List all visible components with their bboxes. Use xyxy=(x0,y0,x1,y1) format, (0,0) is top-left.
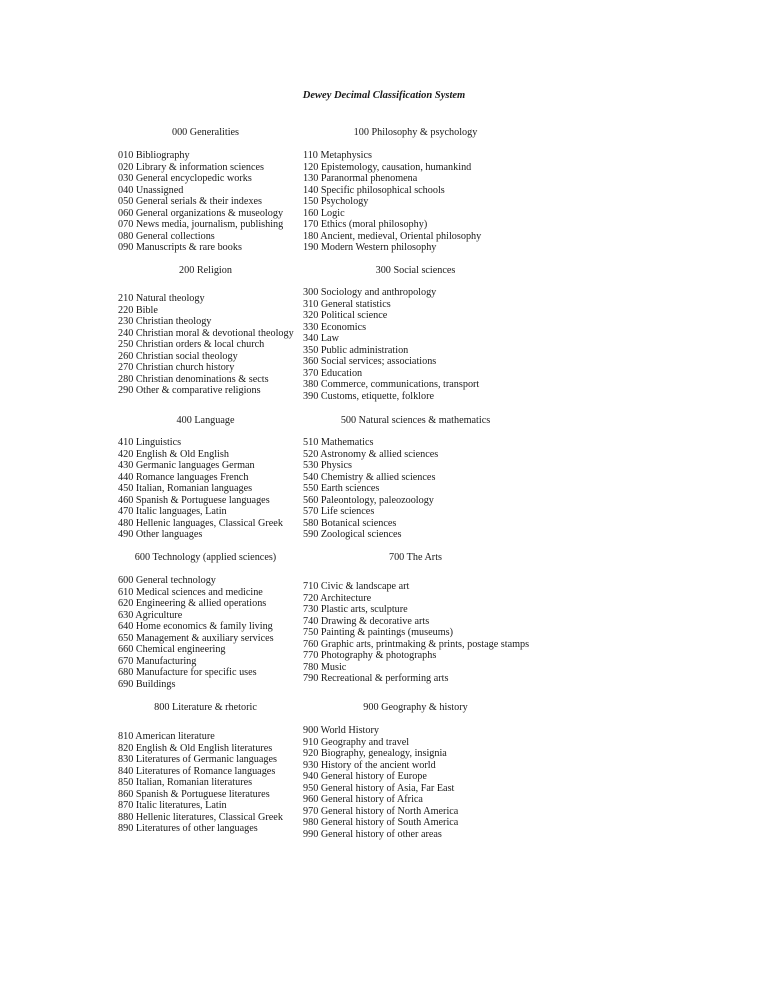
classification-entry: 480 Hellenic languages, Classical Greek xyxy=(118,517,283,529)
classification-entry: 120 Epistemology, causation, humankind xyxy=(303,161,472,173)
classification-entry: 850 Italian, Romanian literatures xyxy=(118,777,253,788)
classification-entry: 600 General technology xyxy=(118,575,216,586)
classification-entry: 290 Other & comparative religions xyxy=(118,385,261,396)
section-list-500 xyxy=(303,437,438,541)
classification-entry: 930 History of the ancient world xyxy=(303,759,436,771)
classification-entry: 820 English & Old English literatures xyxy=(118,742,273,754)
classification-entry: 350 Public administration xyxy=(303,344,409,356)
classification-entry: 560 Paleontology, paleozoology xyxy=(303,494,434,506)
classification-entry: 970 General history of North America xyxy=(303,805,459,817)
classification-entry: 250 Christian orders & local church xyxy=(118,339,265,350)
classification-entry: 720 Architecture xyxy=(303,592,372,604)
section-heading-700: 700 The Arts xyxy=(388,552,442,563)
classification-entry: 220 Bible xyxy=(118,304,158,316)
classification-entry: 760 Graphic arts, printmaking & prints, postage stamps xyxy=(303,638,530,650)
classification-entry: 550 Earth sciences xyxy=(303,483,380,494)
classification-entry: 900 World History xyxy=(303,725,379,736)
classification-entry: 410 Linguistics xyxy=(118,437,182,448)
classification-entry: 180 Ancient, medieval, Oriental philosophy xyxy=(303,230,482,242)
classification-entry: 380 Commerce, communications, transport xyxy=(303,379,480,390)
classification-entry: 420 English & Old English xyxy=(118,448,229,460)
classification-entry: 710 Civic & landscape art xyxy=(303,581,410,592)
classification-entry: 050 General serials & their indexes xyxy=(118,196,262,207)
classification-entry: 160 Logic xyxy=(303,207,345,219)
classification-entry: 440 Romance languages French xyxy=(118,471,249,483)
section-heading-200: 200 Religion xyxy=(179,265,232,276)
classification-entry: 270 Christian church history xyxy=(118,362,235,373)
classification-entry: 260 Christian social theology xyxy=(118,350,238,362)
classification-entry: 230 Christian theology xyxy=(118,316,212,327)
section-heading-800: 800 Literature & rhetoric xyxy=(154,702,257,713)
classification-entry: 630 Agriculture xyxy=(118,609,183,621)
classification-entry: 390 Customs, etiquette, folklore xyxy=(303,390,435,402)
classification-entry: 660 Chemical engineering xyxy=(118,644,226,655)
classification-entry: 030 General encyclopedic works xyxy=(118,173,252,184)
classification-entry: 300 Sociology and anthropology xyxy=(303,287,437,298)
classification-entry: 670 Manufacturing xyxy=(118,655,197,667)
classification-entry: 080 General collections xyxy=(118,230,215,242)
classification-entry: 530 Physics xyxy=(303,460,352,471)
classification-entry: 190 Modern Western philosophy xyxy=(303,242,437,253)
classification-entry: 740 Drawing & decorative arts xyxy=(303,615,430,627)
classification-entry: 570 Life sciences xyxy=(303,506,375,517)
classification-entry: 650 Management & auxiliary services xyxy=(118,632,274,644)
classification-entry: 610 Medical sciences and medicine xyxy=(118,586,263,598)
classification-entry: 950 General history of Asia, Far East xyxy=(303,782,455,794)
classification-entry: 090 Manuscripts & rare books xyxy=(118,242,242,253)
classification-entry: 170 Ethics (moral philosophy) xyxy=(303,219,428,230)
classification-entry: 590 Zoological sciences xyxy=(303,529,402,540)
classification-entry: 880 Hellenic literatures, Classical Greek xyxy=(118,811,283,823)
classification-entry: 730 Plastic arts, sculpture xyxy=(303,604,408,615)
classification-entry: 840 Literatures of Romance languages xyxy=(118,765,276,777)
classification-entry: 620 Engineering & allied operations xyxy=(118,598,267,609)
classification-entry: 450 Italian, Romanian languages xyxy=(118,483,253,494)
classification-entry: 790 Recreational & performing arts xyxy=(303,673,449,684)
classification-entry: 460 Spanish & Portuguese languages xyxy=(118,494,270,506)
classification-entry: 690 Buildings xyxy=(118,678,176,690)
classification-entry: 140 Specific philosophical schools xyxy=(303,184,445,196)
section-list-800 xyxy=(118,731,283,835)
section-list-400 xyxy=(118,437,283,541)
classification-entry: 310 General statistics xyxy=(303,298,391,310)
classification-entry: 490 Other languages xyxy=(118,529,203,540)
classification-entry: 430 Germanic languages German xyxy=(118,460,255,471)
classification-entry: 770 Photography & photographs xyxy=(303,650,437,661)
classification-entry: 580 Botanical sciences xyxy=(303,517,397,529)
classification-entry: 040 Unassigned xyxy=(118,184,184,196)
classification-entry: 940 General history of Europe xyxy=(303,771,427,782)
section-heading-900: 900 Geography & history xyxy=(363,702,468,713)
section-list-000 xyxy=(118,150,283,254)
classification-entry: 150 Psychology xyxy=(303,196,369,207)
classification-entry: 370 Education xyxy=(303,367,363,379)
section-heading-300: 300 Social sciences xyxy=(375,265,456,276)
classification-entry: 750 Painting & paintings (museums) xyxy=(303,627,453,638)
classification-entry: 890 Literatures of other languages xyxy=(118,823,258,834)
section-heading-600: 600 Technology (applied sciences) xyxy=(134,552,277,563)
classification-entry: 980 General history of South America xyxy=(303,817,459,828)
classification-entry: 130 Paranormal phenomena xyxy=(303,173,418,184)
classification-entry: 680 Manufacture for specific uses xyxy=(118,667,257,678)
section-list-900 xyxy=(303,725,458,840)
classification-entry: 240 Christian moral & devotional theology xyxy=(118,327,294,339)
classification-entry: 470 Italic languages, Latin xyxy=(118,506,227,517)
classification-entry: 870 Italic literatures, Latin xyxy=(118,800,227,811)
classification-entry: 830 Literatures of Germanic languages xyxy=(118,754,277,765)
section-list-300 xyxy=(303,287,479,402)
document-title: Dewey Decimal Classification System xyxy=(302,90,466,101)
classification-entry: 920 Biography, genealogy, insignia xyxy=(303,748,447,759)
classification-entry: 540 Chemistry & allied sciences xyxy=(303,471,436,483)
classification-entry: 110 Metaphysics xyxy=(303,150,372,161)
classification-entry: 060 General organizations & museology xyxy=(118,207,284,219)
classification-entry: 210 Natural theology xyxy=(118,293,205,304)
classification-entry: 340 Law xyxy=(303,333,339,344)
classification-entry: 070 News media, journalism, publishing xyxy=(118,219,284,230)
section-list-600 xyxy=(118,575,274,690)
section-list-200 xyxy=(118,293,294,397)
classification-entry: 960 General history of Africa xyxy=(303,794,423,805)
classification-entry: 360 Social services; associations xyxy=(303,356,437,367)
section-heading-500: 500 Natural sciences & mathematics xyxy=(340,415,491,426)
classification-entry: 020 Library & information sciences xyxy=(118,161,264,173)
section-heading-000: 000 Generalities xyxy=(171,127,240,138)
classification-entry: 280 Christian denominations & sects xyxy=(118,373,269,385)
section-list-100 xyxy=(303,150,481,254)
classification-entry: 910 Geography and travel xyxy=(303,736,410,748)
classification-entry: 640 Home economics & family living xyxy=(118,621,273,632)
section-list-700 xyxy=(303,581,529,685)
section-heading-100: 100 Philosophy & psychology xyxy=(353,127,478,138)
classification-entry: 520 Astronomy & allied sciences xyxy=(303,448,439,460)
classification-entry: 320 Political science xyxy=(303,310,388,321)
classification-entry: 010 Bibliography xyxy=(118,150,190,161)
classification-entry: 860 Spanish & Portuguese literatures xyxy=(118,788,270,800)
classification-entry: 510 Mathematics xyxy=(303,437,374,448)
classification-entry: 330 Economics xyxy=(303,321,367,333)
section-heading-400: 400 Language xyxy=(176,415,235,426)
classification-entry: 780 Music xyxy=(303,661,347,673)
classification-entry: 990 General history of other areas xyxy=(303,828,442,840)
classification-entry: 810 American literature xyxy=(118,731,215,742)
